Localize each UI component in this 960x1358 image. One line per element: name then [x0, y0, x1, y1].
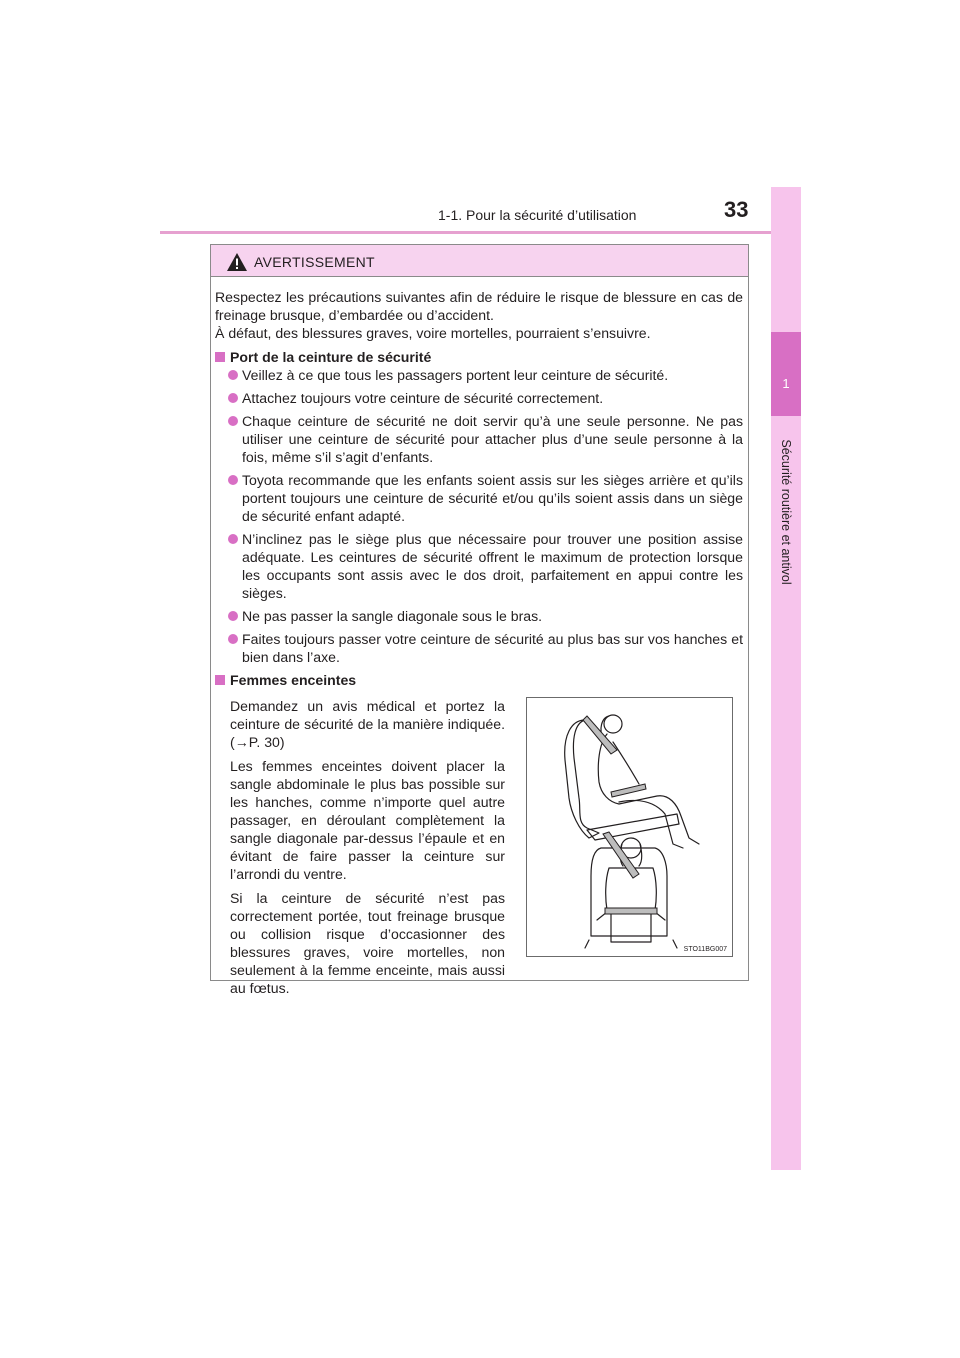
- list-item-text: Ne pas passer la sangle diagonale sous le bras.: [242, 608, 543, 624]
- list-item: [215, 530, 743, 602]
- chapter-label: Sécurité routière et antivol: [779, 439, 793, 585]
- section-title-text: Port de la ceinture de sécurité: [230, 349, 432, 365]
- list-item-text: N’inclinez pas le siège plus que nécessaire pour trouver une position assise adéquate. Les ceintures de sécurité offrent le maximum de protection lorsque les occupants sont assis avec le dos droit, parfaitement en appui contre les sièges.: [242, 531, 743, 601]
- warning-content: [215, 288, 743, 689]
- seatbelt-figure-drawing: [527, 698, 732, 956]
- list-item: [215, 607, 743, 625]
- section-title-pregnant: [215, 671, 743, 689]
- paragraph: Si la ceinture de sécurité n’est pas correctement portée, tout freinage brusque ou collision risque d’occasionner des blessures graves, voire mortelles, non seulement à la femme enceinte, mais aussi au fœtus.: [230, 890, 505, 996]
- running-header: 1-1. Pour la sécurité d’utilisation: [438, 207, 637, 223]
- warning-header: [211, 245, 748, 277]
- list-item-text: Faites toujours passer votre ceinture de sécurité au plus bas sur vos hanches et bien dans l’axe.: [242, 631, 743, 665]
- warning-box: [210, 244, 749, 996]
- bullet-dot-icon: [228, 534, 238, 544]
- bullet-dot-icon: [228, 475, 238, 485]
- list-item-text: Attachez toujours votre ceinture de sécurité correctement.: [242, 390, 604, 406]
- page-number: 33: [724, 197, 749, 222]
- bullet-dot-icon: [228, 611, 238, 621]
- section-square-icon: [215, 352, 225, 362]
- pregnant-seatbelt-illustration: [526, 697, 733, 957]
- list-item-text: Toyota recommande que les enfants soient assis sur les sièges arrière et qu’ils portent toujours une ceinture de sécurité et/ou qu’ils soient assis dans un siège de sécurité enfant adapté.: [242, 472, 743, 524]
- section-title-seatbelt: [215, 348, 743, 366]
- list-item: [215, 412, 743, 466]
- bullet-dot-icon: [228, 393, 238, 403]
- chapter-number-tab: 1: [771, 332, 801, 416]
- paragraph: Demandez un avis médical et portez la ceinture de sécurité de la manière indiquée. (→P. 30): [230, 698, 505, 750]
- bullet-dot-icon: [228, 370, 238, 380]
- list-item: [215, 630, 743, 666]
- warning-title: AVERTISSEMENT: [254, 254, 375, 270]
- list-item: [215, 389, 743, 407]
- warning-intro: Respectez les précautions suivantes afin de réduire le risque de blessure en cas de freinage brusque, d’embardée ou d’accident.: [215, 289, 743, 323]
- section-title-text: Femmes enceintes: [230, 672, 357, 688]
- list-item-text: Chaque ceinture de sécurité ne doit servir qu’à une seule personne. Ne pas utiliser une ceinture de sécurité pour attacher plus d’une seule personne à la fois, même s’il s’agit d’enfants.: [242, 413, 743, 465]
- warning-intro-consequence: À défaut, des blessures graves, voire mortelles, pourraient s’ensuivre.: [215, 325, 651, 341]
- bullet-dot-icon: [228, 416, 238, 426]
- illustration-code: STO11BG007: [683, 946, 727, 953]
- pregnant-women-text: [230, 697, 505, 1003]
- bullet-dot-icon: [228, 634, 238, 644]
- list-item-text: Veillez à ce que tous les passagers portent leur ceinture de sécurité.: [242, 367, 669, 383]
- section-square-icon: [215, 675, 225, 685]
- list-item: [215, 471, 743, 525]
- header-rule: [160, 231, 800, 234]
- paragraph: Les femmes enceintes doivent placer la sangle abdominale le plus bas possible sur les hanches, comme n’importe quel autre passager, en déroulant complètement la sangle diagonale par-dessus l’épaule et en évitant de faire passer la ceinture sur l’arrondi du ventre.: [230, 758, 505, 882]
- warning-triangle-icon: [226, 252, 248, 272]
- list-item: [215, 366, 743, 384]
